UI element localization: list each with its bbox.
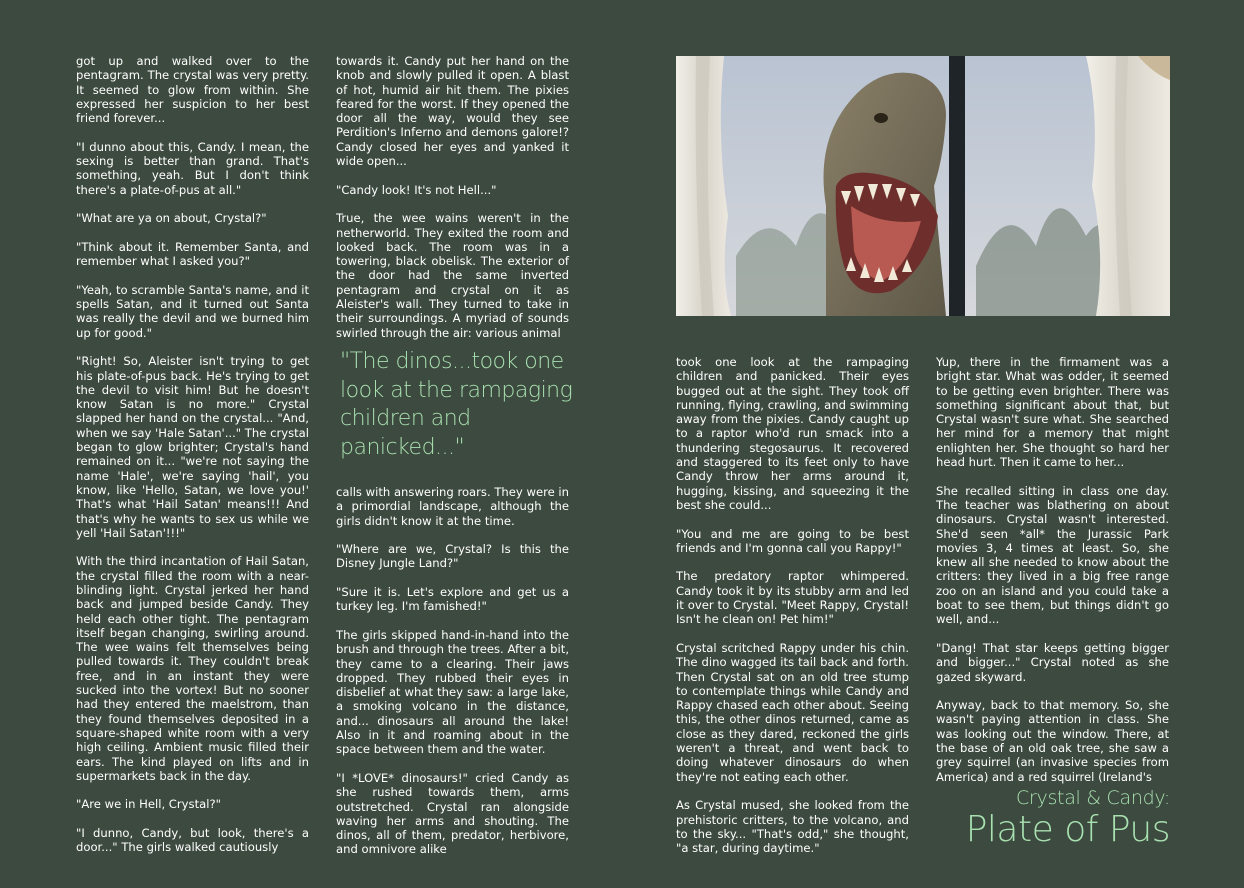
paragraph: "What are ya on about, Crystal?" (76, 211, 267, 226)
paragraph: As Crystal mused, she looked from the prehistoric critters, to the volcano, and to the sky... "That's odd," she thought, "a star, during daytime." (676, 798, 909, 856)
story-main-title: Plate of Pus (965, 809, 1170, 850)
story-subtitle: Crystal & Candy: (1016, 787, 1170, 809)
article-column-2-bottom (336, 485, 569, 857)
paragraph: "Dang! That star keeps getting bigger and bigger..." Crystal noted as she gazed skyward. (936, 640, 1169, 684)
paragraph: "Right! So, Aleister isn't trying to get his plate-of-pus back. He's trying to get the devil to visit him! But he doesn't know Satan is no more." Crystal slapped her hand on the crystal... "And, when we say 'Hale Satan'..." The crystal began to glow brighter; Crystal's hand remained on it... "we're not saying the name 'Hale', we're saying 'hail', you know, like 'Hello, Satan, we love you!' That's what 'Hail Satan' means!!! And that's why he wants to sex us while we yell 'Hail Satan'!!!" (76, 354, 309, 540)
paragraph: Anyway, back to that memory. So, she wasn't paying attention in class. She was looking out the window. There, at the base of an old oak tree, she saw a grey squirrel (an invasive species from America) and a red squirrel (Ireland's (936, 698, 1169, 784)
paragraph: "Sure it is. Let's explore and get us a turkey leg. I'm famished!" (336, 585, 569, 614)
paragraph: The girls skipped hand-in-hand into the brush and through the trees. After a bit, they came to a clearing. Their jaws dropped. They rubbed their eyes in disbelief at what they saw: a large lake, a smoking volcano in the distance, and... dinosaurs all around the lake! Also in it and roaming about in the space between them and the water. (336, 627, 569, 757)
story-title (870, 786, 1170, 850)
article-column-1 (76, 54, 309, 855)
paragraph: "Where are we, Crystal? Is this the Disney Jungle Land?" (336, 542, 569, 571)
paragraph: calls with answering roars. They were in a primordial landscape, although the girls didn't know it at the time. (336, 485, 569, 528)
paragraph: "Yeah, to scramble Santa's name, and it spells Satan, and it turned out Santa was really the devil and we burned him up for good." (76, 282, 309, 340)
paragraph: "Think about it. Remember Santa, and remember what I asked you?" (76, 239, 309, 269)
paragraph: "I dunno, Candy, but look, there's a door..." The girls walked cautiously (76, 826, 309, 855)
paragraph: Crystal scritched Rappy under his chin. The dino wagged its tail back and forth. Then Crystal sat on an old tree stump to contemplate things while Candy and Rappy chased each other about. Seeing this, the other dinos returned, came as close as they dared, reckoned the girls weren't a threat, and went back to doing whatever dinosaurs do when they're not eating each other. (676, 640, 909, 784)
dinosaur-photo (676, 56, 1170, 316)
paragraph: towards it. Candy put her hand on the knob and slowly pulled it open. A blast of hot, humid air hit them. The pixies feared for the worst. If they opened the door all the way, would they see Perdition's Inferno and demons galore!? Candy closed her eyes and yanked it wide open... (336, 54, 569, 169)
dinosaur-window-image (676, 56, 1170, 316)
article-column-3 (676, 355, 909, 855)
paragraph: "I *LOVE* dinosaurs!" cried Candy as she rushed towards them, arms outstretched. Crystal ran alongside waving her arms and shouting. The dinos, all of them, predator, herbivore, and omnivore alike (336, 770, 569, 857)
paragraph: She recalled sitting in class one day. The teacher was blathering on about dinosaurs. Crystal wasn't interested. She'd seen *all* the Jurassic Park movies 3, 4 times at least. So, she knew all she needed to know about the critters: they lived in a big free range zoo on an island and you could take a boat to see them, but things didn't go well, and... (936, 483, 1169, 627)
paragraph: took one look at the rampaging children and panicked. Their eyes bugged out at the sight. They took off running, flying, crawling, and swimming away from the pixies. Candy caught up to a raptor who'd run smack into a thundering stegosaurus. It recovered and staggered to its feet only to have Candy throw her arms around it, hugging, kissing, and squeezing it the best she could... (676, 355, 909, 512)
paragraph: "Candy look! It's not Hell..." (336, 182, 497, 197)
paragraph: Yup, there in the firmament was a bright star. What was odder, it seemed to be getting even brighter. There was something significant about that, but Crystal wasn't sure what. She searched her mind for a memory that might enlighten her. She thought so hard her head hurt. Then it came to her... (936, 355, 1169, 470)
paragraph: "You and me are going to be best friends and I'm gonna call you Rappy!" (676, 526, 909, 555)
article-column-4 (936, 355, 1169, 784)
paragraph: With the third incantation of Hail Satan, the crystal filled the room with a near-blinding light. Crystal jerked her hand back and jumped beside Candy. They held each other tight. The pentagram itself began changing, swirling around. The wee wains felt themselves being pulled towards it. They couldn't break free, and in an instant they were sucked into the vortex! But no sooner had they entered the maelstrom, than they found themselves deposited in a square-shaped white room with a very high ceiling. Ambient music filled their ears. The kind played on lifts and in supermarkets back in the day. (76, 554, 309, 783)
paragraph: The predatory raptor whimpered. Candy took it by its stubby arm and led it over to Crystal. "Meet Rappy, Crystal! Isn't he clean on! Pet him!" (676, 569, 909, 627)
paragraph: got up and walked over to the pentagram. The crystal was very pretty. It seemed to glow from within. She expressed her suspicion to her best friend forever... (76, 54, 309, 126)
paragraph: True, the wee wains weren't in the netherworld. They exited the room and looked back. The room was in a towering, black obelisk. The exterior of the door had the same inverted pentagram and crystal on it as Aleister's wall. They turned to take in their surroundings. A myriad of sounds swirled through the air: various animal (336, 211, 569, 340)
paragraph: "Are we in Hell, Crystal?" (76, 797, 221, 812)
paragraph: "I dunno about this, Candy. I mean, the sexing is better than grand. That's something, yeah. But I don't think there's a plate-of-pus at all." (76, 139, 309, 197)
pull-quote: "The dinos...took one look at the rampaging children and panicked..." (340, 349, 573, 460)
article-column-2-top (336, 54, 569, 340)
